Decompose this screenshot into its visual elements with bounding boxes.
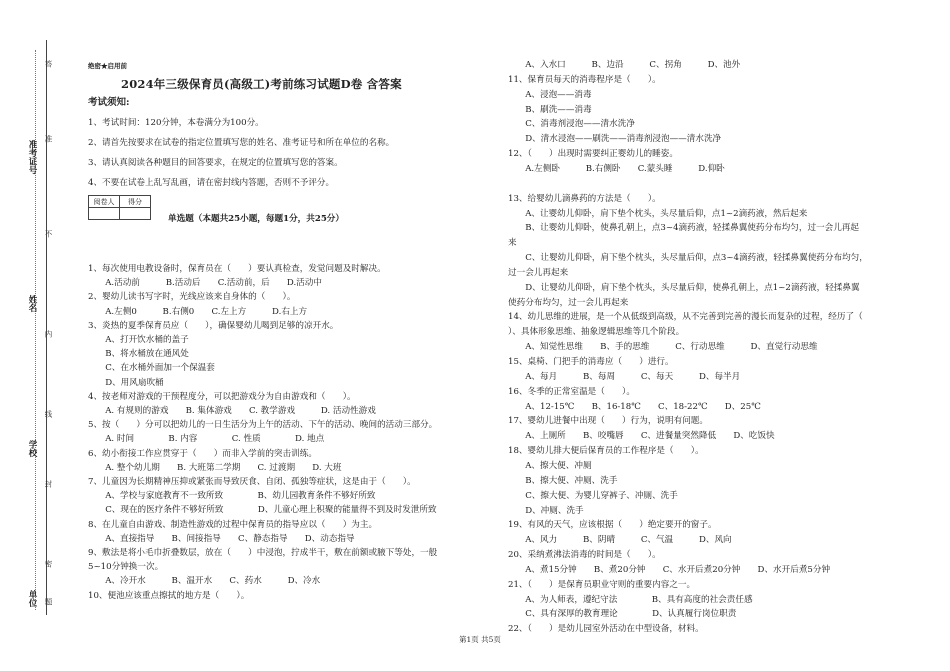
question-line: D、清水浸泡——刷洗——消毒剂浸泡——清水洗净 <box>508 134 722 145</box>
question-line: B、擦大便、冲厕、洗手 <box>508 475 618 486</box>
question-line: 21、（ ）是保育员职业守则的重要内容之一。 <box>508 579 696 590</box>
score-table-reviewer: 阅卷人 <box>89 196 120 208</box>
notice-heading: 考试须知: <box>88 97 130 108</box>
question-line: 9、敷法是将小毛巾折叠数层，放在（ ）中浸泡，拧成半干，敷在前额或腋下等处，一般 <box>88 548 438 558</box>
name-label: 姓名 <box>27 295 37 312</box>
question-line: A、直接指导 B、间接指导 C、静态指导 D、动态指导 <box>88 533 355 544</box>
question-line: D、用风扇吹桶 <box>88 377 164 388</box>
question-line: A、浸泡——消毒 <box>508 89 592 100</box>
question-line: 14、幼儿思维的进展，是一个从低级到高级，从不完善到完善的漫长而复杂的过程，经历了（ <box>508 312 863 323</box>
school-label: 学校 <box>27 440 37 457</box>
question-line: 17、婴幼儿进餐中出现（ ）行为，说明有问题。 <box>508 416 708 427</box>
question-line: A、12-15℃ B、16-18℃ C、18-22℃ D、25℃ <box>508 401 761 412</box>
question-line: C、擦大便、为婴儿穿裤子、冲厕、洗手 <box>508 490 678 501</box>
binding-dotted-line <box>35 50 36 610</box>
question-line: 22、（ ）是幼儿园室外活动在中型设备，材料。 <box>508 624 704 635</box>
seal-char: 密 <box>44 560 53 568</box>
question-line: 13、给婴幼儿滴鼻药的方法是（ ）。 <box>508 193 661 204</box>
page-title: 2024年三级保育员(高级工)考前练习试题D卷 含答案 <box>121 77 402 91</box>
question-line: B、将水桶放在通风处 <box>88 349 189 360</box>
question-line: 11、保育员每天的消毒程序是（ ）。 <box>508 74 661 85</box>
question-line: 3、炎热的夏季保育员应（ ），确保婴幼儿喝到足够的凉开水。 <box>88 320 339 331</box>
question-line: A.左侧0 B.右侧0 C.左上方 D.右上方 <box>88 306 308 317</box>
page-number: 第1页 共5页 <box>459 635 501 644</box>
question-line: A、知觉性思维 B、手的思维 C、行动思维 D、直觉行动思维 <box>508 342 818 353</box>
question-line: A、擦大便、冲厕 <box>508 460 592 471</box>
question-line: 10、便池应该重点擦拭的地方是（ ）。 <box>88 590 250 601</box>
question-line: A.活动前 B.活动后 C.活动前，后 D.活动中 <box>88 278 322 289</box>
question-line: D、让婴幼儿仰卧，肩下垫个枕头，头尽量后仰，使鼻孔朝上，点1~2滴药液，轻揉鼻翼 <box>508 282 860 293</box>
score-table-score: 得分 <box>120 196 151 208</box>
score-table-blank[interactable] <box>89 208 120 220</box>
question-line: 7、儿童因为长期精神压抑或紧张而导致厌食、自闭、孤独等症状，这是由于（ ）。 <box>88 477 416 487</box>
question-line: 15、桌椅、门把手的消毒应（ ）进行。 <box>508 357 674 367</box>
question-line: 5~10分钟换一次。 <box>88 562 164 573</box>
question-line: A. 整个幼儿期 B. 大班第二学期 C. 过渡期 D. 大班 <box>88 462 342 473</box>
score-table-blank[interactable] <box>120 208 151 220</box>
question-line: 16、冬季的正常室温是（ ）。 <box>508 386 635 397</box>
question-line: 8、在儿童自由游戏、制造性游戏的过程中保育员的指导应以（ ）为主。 <box>88 519 378 530</box>
seal-char: 不 <box>44 230 53 238</box>
question-line: C、现在的医疗条件不够好所致 D、儿童心理上积聚的能量得不到及时发泄所致 <box>88 505 437 516</box>
question-line: 5、按（ ）分可以把幼儿的一日生活分为上午的活动、下午的活动、晚间的活动三部分。 <box>88 420 438 431</box>
question-line: B、刷洗——消毒 <box>508 104 592 115</box>
notice-item: 2、请首先按要求在试卷的指定位置填写您的姓名、准考证号和所在单位的名称。 <box>88 138 395 148</box>
notice-item: 3、请认真阅读各种题目的回答要求，在规定的位置填写您的答案。 <box>88 158 343 168</box>
score-table <box>88 195 151 220</box>
question-line: 18、婴幼儿排大便后保育员的工作程序是（ ）。 <box>508 446 704 457</box>
question-line: A、打开饮水桶的盖子 <box>88 335 189 345</box>
question-line: 1、每次使用电教设备时，保育员在（ ）要认真检查，发觉问题及时解决。 <box>88 264 386 274</box>
notice-item: 4、不要在试卷上乱写乱画，请在密封线内答题，否则不予评分。 <box>88 178 335 188</box>
question-line: D、冲厕、洗手 <box>508 505 584 516</box>
question-line: A、冷开水 B、温开水 C、药水 D、冷水 <box>88 576 321 587</box>
seal-char: 线 <box>44 410 53 418</box>
question-line: C、让婴幼儿仰卧，肩下垫个枕头，头尽量后仰，点3~4滴药液，轻揉鼻翼使药分布均匀， <box>508 253 868 264</box>
seal-char: 准 <box>44 135 53 143</box>
question-line: A、上厕所 B、咬嘴唇 C、进餐量突然降低 D、吃饭快 <box>508 431 775 442</box>
question-line: A、风力 B、阴晴 C、气温 D、风向 <box>508 535 732 546</box>
question-line: ）、具体形象思维、抽象逻辑思维等几个阶段。 <box>508 327 685 338</box>
question-line: B、让婴幼儿仰卧，使鼻孔朝上，点3~4滴药液，轻揉鼻翼使药分布均匀，过一会儿再起 <box>508 223 860 234</box>
binding-solid-line <box>46 40 47 615</box>
question-line: A. 有规则的游戏 B. 集体游戏 C. 教学游戏 D. 活动性游戏 <box>88 406 376 416</box>
question-line: A、入水口 B、边沿 C、拐角 D、池外 <box>508 60 741 70</box>
question-line: 2、婴幼儿读书写字时，光线应该来自身体的（ ）。 <box>88 292 296 303</box>
question-line: C、在水桶外面加一个保温套 <box>88 363 215 374</box>
seal-char: 内 <box>44 330 53 338</box>
question-line: A.左侧卧 B.右侧卧 C.蒙头睡 D.仰卧 <box>508 163 725 174</box>
question-line: 使药分布均匀，过一会儿再起来 <box>508 297 629 308</box>
question-line: A、让婴幼儿仰卧，肩下垫个枕头，头尽量后仰，点1~2滴药液，然后起来 <box>508 208 808 219</box>
question-line: 6、幼小衔接工作应贯穿于（ ）而非入学前的突击训练。 <box>88 448 317 459</box>
question-line: 12、（ ）出现时需要纠正婴幼儿的睡姿。 <box>508 149 678 160</box>
notice-item: 1、考试时间：120分钟，本卷满分为100分。 <box>88 118 264 128</box>
zhunkao-label: 准考证号 <box>27 140 37 174</box>
secret-mark: 绝密★启用前 <box>88 62 127 70</box>
question-line: A、学校与家庭教育不一致所致 B、幼儿园教育条件不够好所致 <box>88 491 376 502</box>
question-line: A. 时间 B. 内容 C. 性质 D. 地点 <box>88 434 325 445</box>
seal-char: 题 <box>44 598 53 606</box>
question-line: A、煮15分钟 B、煮20分钟 C、水开后煮20分钟 D、水开后煮5分钟 <box>508 564 831 575</box>
question-line: A、为人师表，遵纪守法 B、具有高度的社会责任感 <box>508 594 753 605</box>
question-line: A、每月 B、每周 C、每天 D、每半月 <box>508 371 741 382</box>
question-line: C、消毒剂浸泡——清水洗净 <box>508 119 635 130</box>
question-line: 20、采纳煮沸法消毒的时间是（ ）。 <box>508 550 661 561</box>
question-line: 过一会儿再起来 <box>508 267 569 278</box>
section-title: 单选题（本题共25小题，每题1分，共25分） <box>168 214 344 224</box>
unit-label: 单位 <box>27 590 37 607</box>
question-line: 19、有风的天气，应该根据（ ）绝定要开的窗子。 <box>508 520 717 531</box>
seal-char: 答 <box>44 60 53 68</box>
question-line: 4、按老师对游戏的干预程度分，可以把游戏分为自由游戏和（ ）。 <box>88 391 356 402</box>
question-line: 来 <box>508 238 517 249</box>
seal-char: 封 <box>44 480 53 488</box>
question-line: C、具有深厚的教育理论 D、认真履行岗位职责 <box>508 609 737 620</box>
